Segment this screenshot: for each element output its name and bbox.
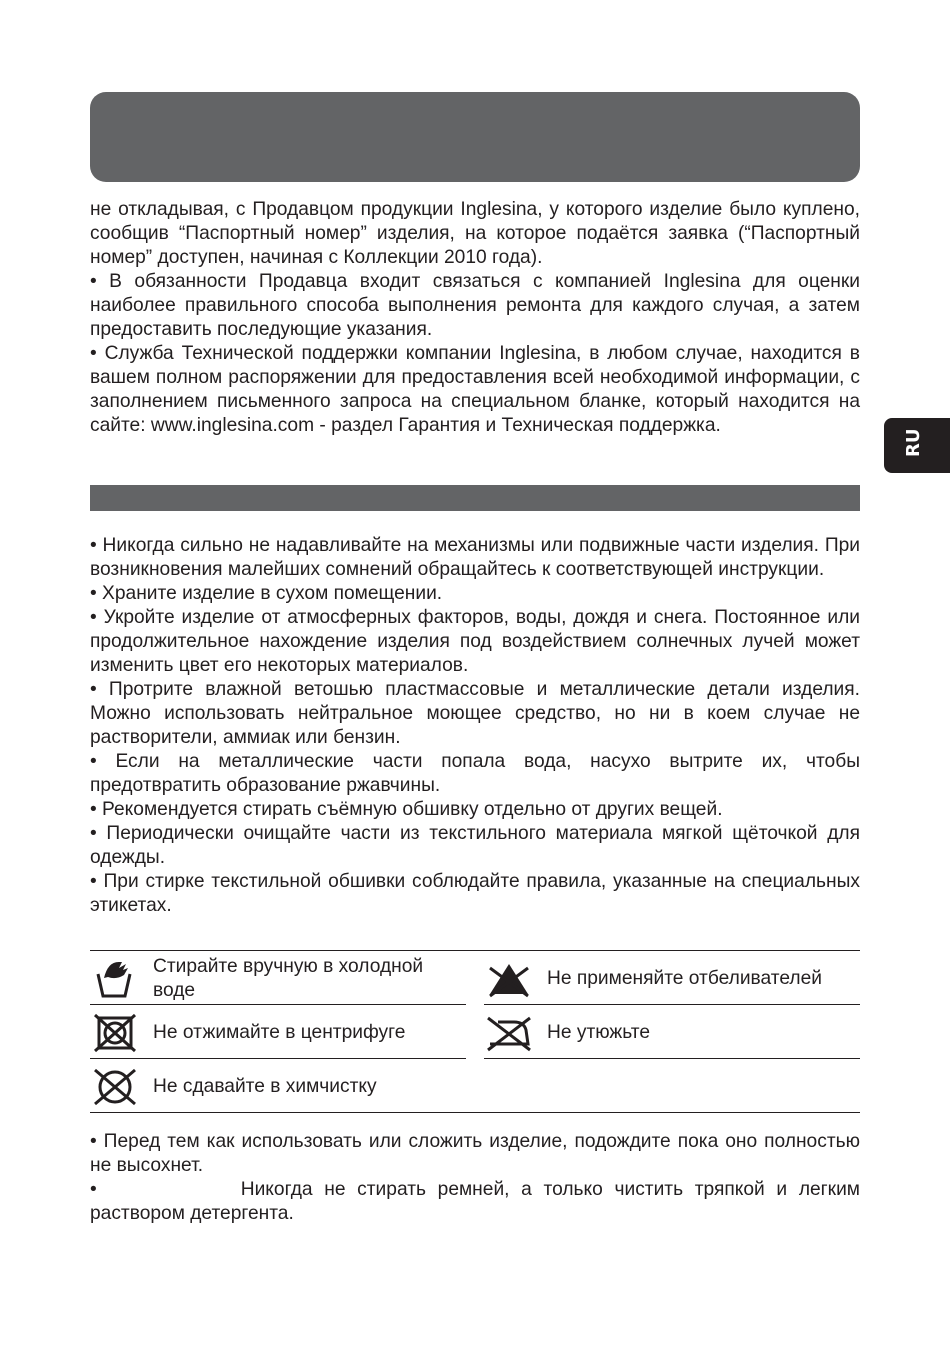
care-paragraph: • При стирке текстильной обшивки соблюдайте правила, указанные на специальных этикетах.	[90, 871, 860, 916]
care-paragraph: • Храните изделие в сухом помещении.	[90, 583, 443, 604]
care-paragraph: • Никогда сильно не надавливайте на механизмы или подвижные части изделия. При возникновения малейших сомнений обращайтесь к соответствующей инструкции.	[90, 535, 860, 580]
care-paragraph: • Если на металлические части попала вода, насухо вытрите их, чтобы предотвратить образование ржавчины.	[90, 751, 860, 796]
care-paragraph: • Протрите влажной ветошью пластмассовые и металлические детали изделия. Можно использовать нейтральное моющее средство, но ни в коем случае не растворители, аммиак или бензин.	[90, 679, 860, 748]
table-divider	[90, 1112, 860, 1113]
bullet-mark: •	[90, 1179, 97, 1200]
hand-wash-icon	[90, 958, 140, 1000]
final-paragraph-text: Никогда не стирать ремней, а только чистить тряпкой и легким раствором детергента.	[90, 1179, 860, 1224]
intro-paragraph: • В обязанности Продавца входит связаться с компанией Inglesina для оценки наиболее правильного способа выполнения ремонта для каждого случая, а затем предоставить последующие указания.	[90, 271, 860, 340]
care-paragraph: • Периодически очищайте части из текстильного материала мягкой щёточкой для одежды.	[90, 823, 860, 868]
care-paragraph: • Укройте изделие от атмосферных факторов, воды, дождя и снега. Постоянное или продолжительное нахождение изделия под воздействием солнечных лучей может изменить цвет его некоторых материалов.	[90, 607, 860, 676]
care-symbol-row	[90, 1060, 860, 1114]
final-paragraph	[90, 1178, 860, 1226]
intro-paragraph: • Служба Технической поддержки компании Inglesina, в любом случае, находится в вашем полном распоряжении для предоставления всей необходимой информации, с заполнением письменного запроса на специальном бланке, который находится на сайте: www.inglesina.com - раздел Гарантия и Техническая поддержка.	[90, 343, 860, 436]
care-symbol-row	[484, 1006, 860, 1060]
no-bleach-icon	[484, 958, 534, 1000]
no-dry-clean-icon	[90, 1066, 140, 1108]
care-symbol-label: Не утюжьте	[547, 1022, 650, 1043]
care-symbol-row	[90, 1006, 466, 1060]
care-text	[90, 534, 860, 918]
intro-paragraph: не откладывая, с Продавцом продукции Inglesina, у которого изделие было куплено, сообщив “Паспортный номер” изделия, на которое подаётся заявка (“Паспортный номер” доступен, начиная с Коллекции 2010 года).	[90, 199, 860, 268]
final-text	[90, 1130, 860, 1226]
language-tab	[884, 418, 950, 473]
header-banner	[90, 92, 860, 182]
care-symbol-label: Не сдавайте в химчистку	[153, 1076, 377, 1097]
care-symbol-label: Не применяйте отбеливателей	[547, 968, 822, 989]
care-symbol-row	[484, 952, 860, 1006]
no-tumble-dry-icon	[90, 1012, 140, 1054]
no-iron-icon	[484, 1012, 534, 1054]
care-symbol-label: Не отжимайте в центрифуге	[153, 1022, 406, 1043]
table-divider	[484, 1058, 860, 1059]
language-tab-label: RU	[903, 428, 924, 457]
care-symbol-row	[90, 952, 466, 1006]
final-paragraph: • Перед тем как использовать или сложить изделие, подождите пока оно полностью не высохнет.	[90, 1131, 860, 1176]
section-bar	[90, 485, 860, 511]
care-paragraph: • Рекомендуется стирать съёмную обшивку отдельно от других вещей.	[90, 799, 723, 820]
intro-text	[90, 198, 860, 438]
table-divider	[90, 1004, 466, 1005]
table-divider	[484, 1004, 860, 1005]
table-divider	[90, 1058, 466, 1059]
care-symbol-label: Стирайте вручную в холодной воде	[153, 956, 424, 1001]
table-divider	[90, 950, 860, 951]
